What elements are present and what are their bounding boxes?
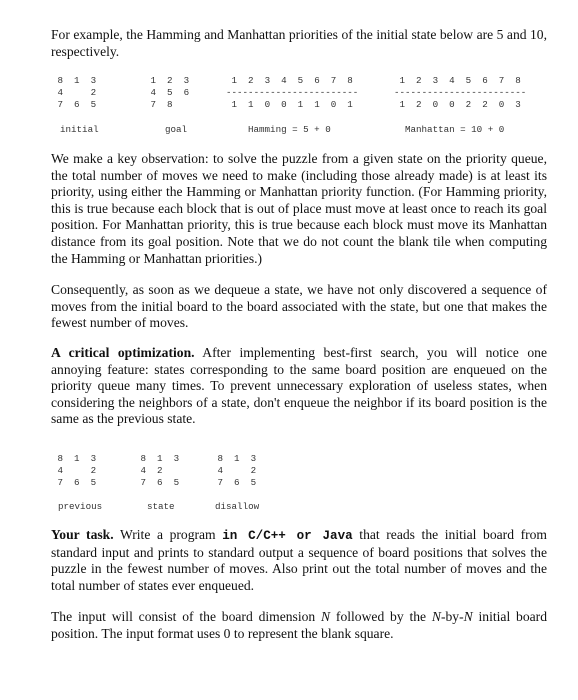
manhattan-table: 1 2 3 4 5 6 7 8 ------------------------ 1 2 0 0 2 2 0 3 <box>394 75 527 110</box>
task-paragraph <box>51 527 547 594</box>
optimization-body: After implementing best-first search, you will notice one annoying feature: states corresponding to the same board position are enqueued on the priority queue many times. To prevent unnecessary exploration of useless states, when considering the neighbors of a state, don't enqueue the neighbor if its board position is the same as the previous state. <box>51 345 547 427</box>
task-text-post: that reads the initial board from standard input and prints to standard output a sequence of board positions that solves the puzzle in the fewest number of moves. Also print out the total number of moves and the total number of states ever enqueued. <box>51 527 548 593</box>
label-hamming: Hamming = 5 + 0 <box>248 124 331 135</box>
consequently-paragraph: Consequently, as soon as we dequeue a state, we have not only discovered a sequence of moves from the initial board to the board associated with the state, but one that makes the fewest number of moves. <box>51 282 547 331</box>
input-text-mid: followed by the <box>330 609 432 624</box>
input-text-dash: -by- <box>440 609 464 624</box>
label-disallow: disallow <box>215 501 260 512</box>
input-n: N <box>431 609 441 624</box>
input-text-pre: The input will consist of the board dimension <box>51 609 322 624</box>
disallow-board: 8 1 3 4 2 7 6 5 <box>217 453 257 488</box>
label-initial: initial <box>60 124 99 135</box>
previous-board: 8 1 3 4 2 7 6 5 <box>57 453 97 488</box>
intro-text: For example, the Hamming and Manhattan priorities of the initial state below are 5 and 10, respectively. <box>51 27 547 59</box>
input-text-post: initial board position. The input format uses 0 to represent the blank square. <box>51 609 547 641</box>
label-manhattan: Manhattan = 10 + 0 <box>405 124 505 135</box>
observation-paragraph: We make a key observation: to solve the puzzle from a given state on the priority queue, the total number of moves we need to make (including those already made) is at least its priority, using either the Hamming or Manhattan priority function. (For Hamming priority, this is true because each block that is out of place must move at least once to reach its goal position. For Manhattan priority, this is true because each block must move its Manhattan distance from its goal position. Note that we do not count the blank tile when computing the Hamming or Manhattan priorities.) <box>51 151 547 266</box>
optimization-heading: A critical optimization. <box>51 345 195 360</box>
state-board: 8 1 3 4 2 7 6 5 <box>140 453 180 488</box>
task-text-pre: Write a program <box>113 527 223 542</box>
label-state: state <box>147 501 175 512</box>
label-previous: previous <box>58 501 103 512</box>
optimization-paragraph <box>51 345 547 428</box>
task-heading: Your task. <box>51 527 114 542</box>
input-n: N <box>463 609 473 624</box>
hamming-table: 1 2 3 4 5 6 7 8 ------------------------ 1 1 0 0 1 1 0 1 <box>226 75 359 110</box>
initial-board: 8 1 3 4 2 7 6 5 <box>57 75 97 110</box>
label-goal: goal <box>165 124 188 135</box>
goal-board: 1 2 3 4 5 6 7 8 <box>150 75 190 110</box>
task-languages: in C/C++ or Java <box>222 529 353 543</box>
input-n: N <box>321 609 331 624</box>
input-paragraph <box>51 609 547 642</box>
